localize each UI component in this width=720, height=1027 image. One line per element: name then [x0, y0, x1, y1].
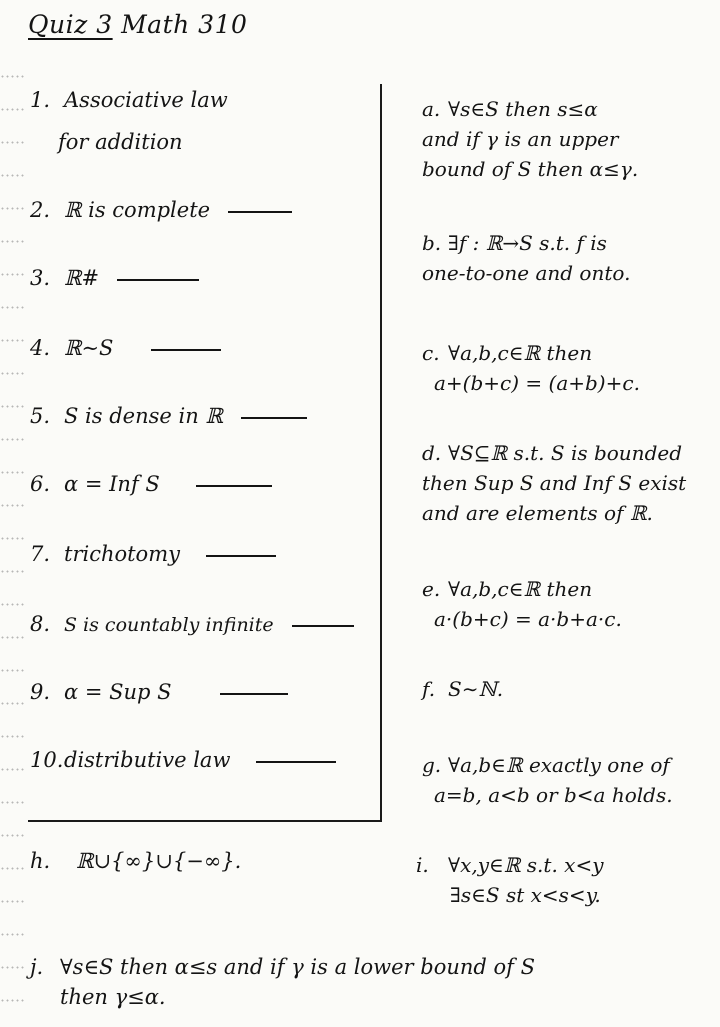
question-1-line-2: for addition — [58, 130, 183, 154]
answer-blank — [196, 484, 272, 487]
question-9: 9. α = Sup S — [30, 680, 288, 704]
question-text: Associative law — [64, 88, 228, 112]
answer-f: f. S∼ℕ. — [422, 677, 504, 701]
answer-blank — [241, 416, 307, 419]
quiz-label: Quiz 3 — [28, 10, 113, 39]
question-2: 2. ℝ is complete — [30, 198, 292, 222]
answer-b: b. ∃f : ℝ→S s.t. f is one-to-one and onto. — [422, 231, 631, 285]
question-5: 5. S is dense in ℝ — [30, 404, 307, 428]
answer-d: d. ∀S⊆ℝ s.t. S is bounded then Sup S and Inf S exist and are elements of ℝ. — [422, 441, 687, 525]
answer-blank — [206, 554, 276, 557]
answer-blank — [220, 692, 288, 695]
answer-c: c. ∀a,b,c∈ℝ then a+(b+c) = (a+b)+c. — [422, 341, 640, 395]
answer-blank — [117, 278, 199, 281]
answer-a: a. ∀s∈S then s≤α and if γ is an upper bound of S then α≤γ. — [422, 97, 639, 181]
question-10: 10.distributive law — [30, 748, 336, 772]
answer-blank — [292, 624, 354, 627]
answer-g: g. ∀a,b∈ℝ exactly one of a=b, a<b or b<a holds. — [422, 753, 673, 807]
question-4: 4. ℝ∼S — [30, 336, 221, 360]
question-8: 8. S is countably infinite — [30, 612, 354, 636]
answer-j: j. ∀s∈S then α≤s and if γ is a lower bound of S then γ≤α. — [30, 955, 536, 1009]
answer-blank — [256, 760, 336, 763]
question-6: 6. α = Inf S — [30, 472, 272, 496]
answer-e: e. ∀a,b,c∈ℝ then a·(b+c) = a·b+a·c. — [422, 577, 622, 631]
answer-h: h. ℝ∪{∞}∪{−∞}. — [30, 849, 242, 873]
notebook-margin — [0, 60, 24, 1020]
answer-blank — [151, 348, 221, 351]
question-1: 1. Associative law — [30, 88, 228, 112]
answer-i: i. ∀x,y∈ℝ s.t. x<y ∃s∈S st x<s<y. — [416, 853, 604, 907]
page-title — [28, 10, 247, 39]
answer-blank — [228, 210, 292, 213]
question-3: 3. ℝ# — [30, 266, 199, 290]
questions-frame — [28, 84, 382, 822]
course-label: Math 310 — [121, 10, 248, 39]
question-7: 7. trichotomy — [30, 542, 276, 566]
